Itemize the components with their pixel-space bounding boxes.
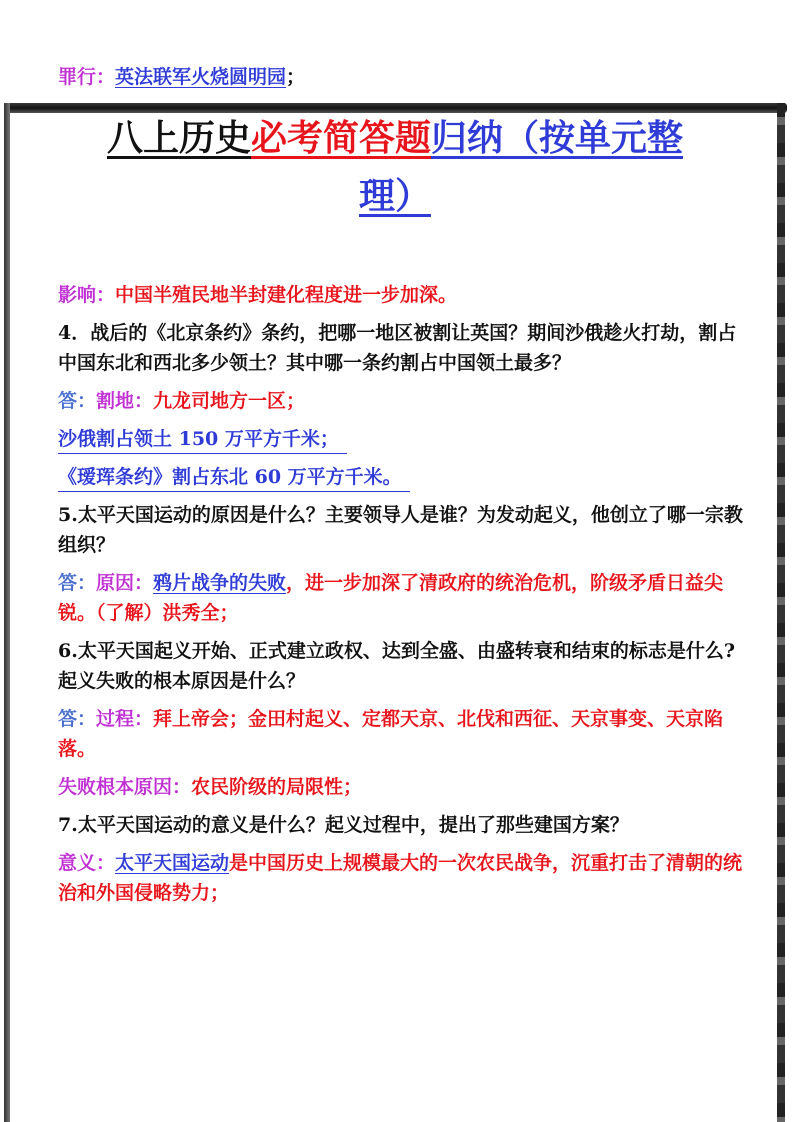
frame-left-border bbox=[4, 103, 10, 1122]
answer-label: 答： bbox=[58, 572, 97, 594]
significance-red-text: 是中国历史上规模最大的一次农民战争，沉重打击了清朝的统治和外国侵略势力； bbox=[58, 852, 743, 904]
cession-label: 割地： bbox=[96, 390, 154, 412]
impact-text: 中国半殖民地半封建化程度进一步加深。 bbox=[115, 284, 458, 306]
answer-6-line-1 bbox=[58, 704, 748, 764]
answer-label: 答： bbox=[58, 390, 97, 412]
russia-territory-text: 沙俄割占领土 150 万平方千米； bbox=[58, 425, 347, 454]
answer-5 bbox=[58, 568, 748, 628]
process-text: 拜上帝会；金田村起义、定都天京、北伐和西征、天京事变、天京陷落。 bbox=[58, 708, 724, 760]
impact-label: 影响： bbox=[58, 284, 116, 306]
top-line bbox=[58, 62, 758, 92]
failure-cause-text: 农民阶级的局限性； bbox=[191, 776, 363, 798]
answer-7 bbox=[58, 848, 748, 908]
crime-label: 罪行： bbox=[58, 66, 116, 88]
failure-cause-label: 失败根本原因： bbox=[58, 776, 192, 798]
question-5: 5.太平天国运动的原因是什么？主要领导人是谁？为发动起义，他创立了哪一宗教组织？ bbox=[58, 504, 743, 556]
crime-text: 英法联军火烧圆明园 bbox=[115, 66, 287, 88]
question-6: 6.太平天国起义开始、正式建立政权、达到全盛、由盛转衰和结束的标志是什么?起义失败的根本原因是什么？ bbox=[58, 640, 735, 692]
frame-right-border bbox=[777, 103, 785, 1122]
aigun-treaty-text: 《瑷珲条约》割占东北 60 万平方千米。 bbox=[58, 463, 410, 492]
page-title bbox=[20, 110, 770, 226]
question-7: 7.太平天国运动的意义是什么？起义过程中，提出了那些建国方案？ bbox=[58, 814, 629, 836]
title-part1: 八上历史 bbox=[106, 118, 251, 159]
title-part3: 归纳（按单元整 bbox=[431, 118, 684, 159]
cause-blue-text: 鸦片战争的失败 bbox=[153, 572, 287, 594]
answer-4-line-1 bbox=[58, 386, 748, 416]
title-part4: 理） bbox=[358, 176, 431, 217]
crime-end: ； bbox=[286, 66, 306, 88]
significance-blue-text: 太平天国运动 bbox=[115, 852, 230, 874]
impact-line bbox=[58, 280, 748, 310]
cession-text: 九龙司地方一区； bbox=[153, 390, 306, 412]
answer-label: 答： bbox=[58, 708, 97, 730]
title-part2: 必考简答题 bbox=[250, 118, 431, 159]
answer-4-line-3 bbox=[58, 462, 748, 492]
answer-4-line-2 bbox=[58, 424, 748, 454]
content bbox=[58, 280, 748, 916]
process-label: 过程： bbox=[96, 708, 154, 730]
cause-red-text: ，进一步加深了清政府的统治危机，阶级矛盾日益尖锐。（了解）洪秀全； bbox=[58, 572, 724, 624]
cause-label: 原因： bbox=[96, 572, 154, 594]
answer-6-line-2 bbox=[58, 772, 748, 802]
significance-label: 意义： bbox=[58, 852, 116, 874]
question-4: 4．战后的《北京条约》条约，把哪一地区被割让英国？期间沙俄趁火打劫，割占中国东北和西北多少领土？其中哪一条约割占中国领土最多？ bbox=[58, 322, 737, 374]
